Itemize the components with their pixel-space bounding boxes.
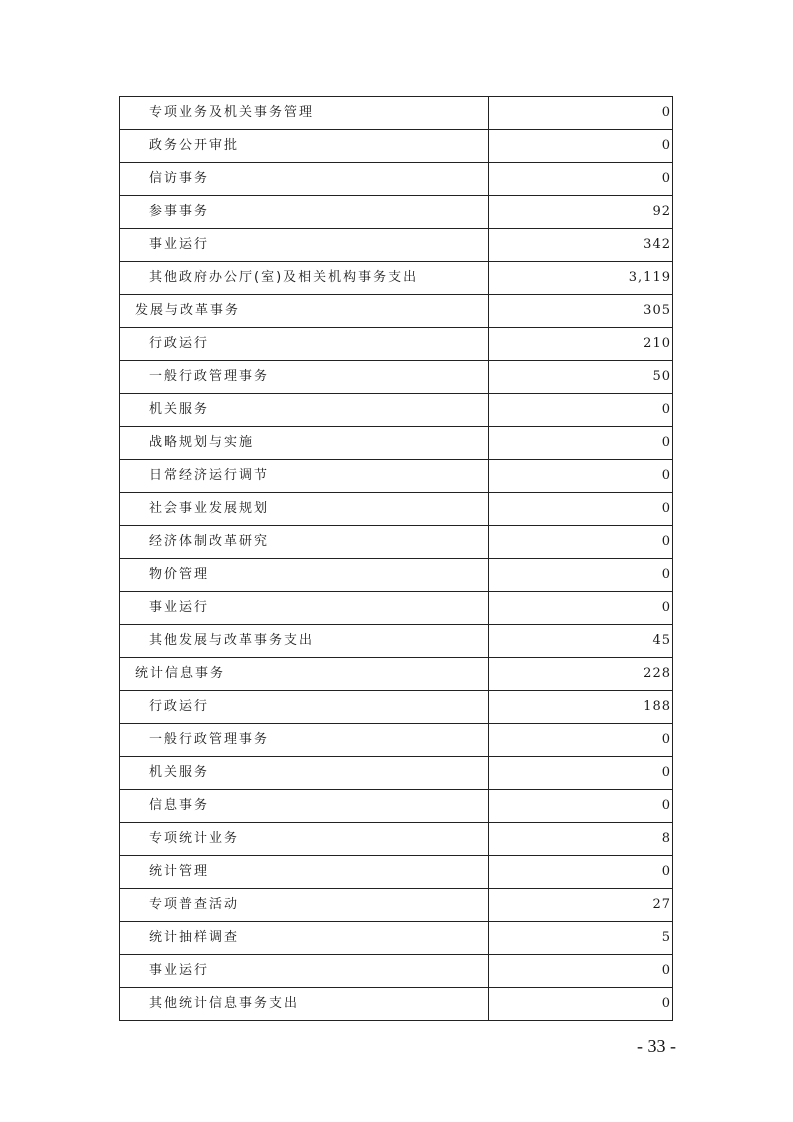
table-body [120, 97, 673, 1021]
amount-cell: 27 [489, 889, 673, 922]
table-row [120, 295, 673, 328]
amount-cell: 228 [489, 658, 673, 691]
table-row [120, 493, 673, 526]
item-name-cell: 统计管理 [120, 856, 489, 889]
table-row [120, 757, 673, 790]
amount-cell: 0 [489, 790, 673, 823]
item-name-cell: 统计抽样调查 [120, 922, 489, 955]
amount-cell: 0 [489, 493, 673, 526]
amount-cell: 0 [489, 724, 673, 757]
amount-cell: 50 [489, 361, 673, 394]
item-name-cell: 发展与改革事务 [120, 295, 489, 328]
amount-cell: 342 [489, 229, 673, 262]
item-name-cell: 机关服务 [120, 757, 489, 790]
item-name-cell: 一般行政管理事务 [120, 724, 489, 757]
table-row [120, 394, 673, 427]
table-row [120, 922, 673, 955]
table-row [120, 559, 673, 592]
amount-cell: 210 [489, 328, 673, 361]
table-row [120, 526, 673, 559]
item-name-cell: 经济体制改革研究 [120, 526, 489, 559]
amount-cell: 45 [489, 625, 673, 658]
item-name-cell: 信访事务 [120, 163, 489, 196]
table-row [120, 988, 673, 1021]
amount-cell: 5 [489, 922, 673, 955]
amount-cell: 0 [489, 526, 673, 559]
item-name-cell: 战略规划与实施 [120, 427, 489, 460]
item-name-cell: 机关服务 [120, 394, 489, 427]
amount-cell: 0 [489, 130, 673, 163]
amount-cell: 0 [489, 856, 673, 889]
table-row [120, 592, 673, 625]
table-row [120, 724, 673, 757]
item-name-cell: 统计信息事务 [120, 658, 489, 691]
table-row [120, 328, 673, 361]
item-name-cell: 专项统计业务 [120, 823, 489, 856]
table-row [120, 97, 673, 130]
item-name-cell: 物价管理 [120, 559, 489, 592]
table-row [120, 262, 673, 295]
item-name-cell: 行政运行 [120, 691, 489, 724]
item-name-cell: 事业运行 [120, 955, 489, 988]
table-row [120, 889, 673, 922]
table-row [120, 823, 673, 856]
table-row [120, 427, 673, 460]
table-row [120, 196, 673, 229]
amount-cell: 0 [489, 988, 673, 1021]
table-row [120, 625, 673, 658]
amount-cell: 0 [489, 427, 673, 460]
item-name-cell: 行政运行 [120, 328, 489, 361]
table-row [120, 460, 673, 493]
item-name-cell: 其他政府办公厅(室)及相关机构事务支出 [120, 262, 489, 295]
amount-cell: 0 [489, 460, 673, 493]
amount-cell: 0 [489, 559, 673, 592]
table-row [120, 955, 673, 988]
amount-cell: 0 [489, 394, 673, 427]
amount-cell: 0 [489, 97, 673, 130]
amount-cell: 92 [489, 196, 673, 229]
amount-cell: 0 [489, 592, 673, 625]
item-name-cell: 其他统计信息事务支出 [120, 988, 489, 1021]
table-row [120, 691, 673, 724]
item-name-cell: 专项普查活动 [120, 889, 489, 922]
table-row [120, 229, 673, 262]
table-row [120, 361, 673, 394]
item-name-cell: 专项业务及机关事务管理 [120, 97, 489, 130]
amount-cell: 8 [489, 823, 673, 856]
budget-table [119, 96, 673, 1021]
item-name-cell: 日常经济运行调节 [120, 460, 489, 493]
item-name-cell: 信息事务 [120, 790, 489, 823]
item-name-cell: 一般行政管理事务 [120, 361, 489, 394]
item-name-cell: 社会事业发展规划 [120, 493, 489, 526]
table-row [120, 856, 673, 889]
table-row [120, 163, 673, 196]
amount-cell: 3,119 [489, 262, 673, 295]
amount-cell: 0 [489, 955, 673, 988]
amount-cell: 188 [489, 691, 673, 724]
item-name-cell: 政务公开审批 [120, 130, 489, 163]
item-name-cell: 事业运行 [120, 592, 489, 625]
amount-cell: 0 [489, 757, 673, 790]
table-row [120, 790, 673, 823]
amount-cell: 305 [489, 295, 673, 328]
item-name-cell: 其他发展与改革事务支出 [120, 625, 489, 658]
item-name-cell: 事业运行 [120, 229, 489, 262]
page-number: - 33 - [637, 1036, 676, 1056]
amount-cell: 0 [489, 163, 673, 196]
table-row [120, 130, 673, 163]
table-row [120, 658, 673, 691]
item-name-cell: 参事事务 [120, 196, 489, 229]
